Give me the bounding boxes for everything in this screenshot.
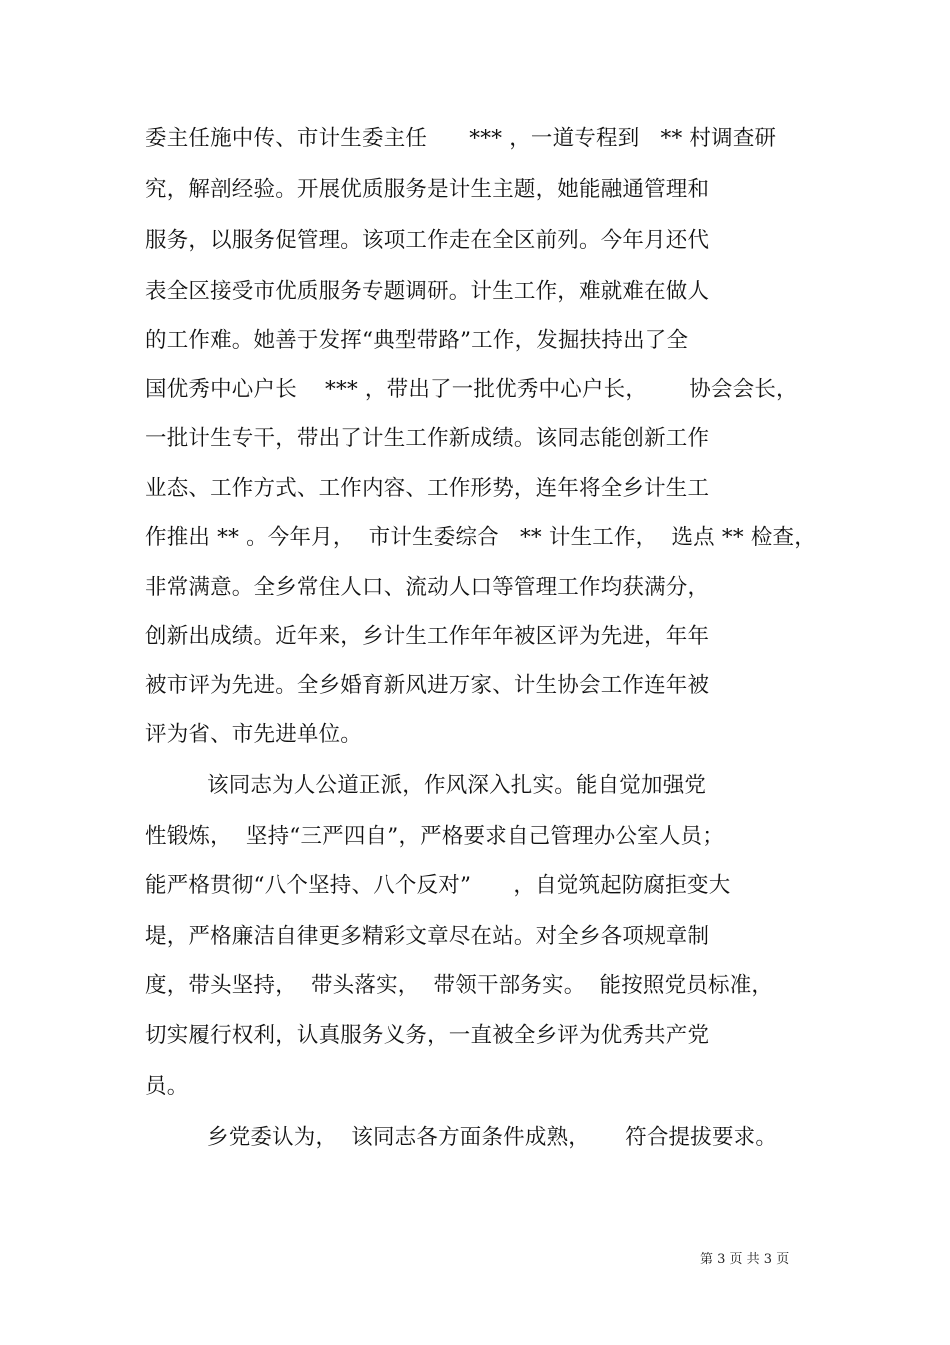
body-text-line: 切实履行权利，认真服务义务，一直被全乡评为优秀共产党 bbox=[145, 1023, 710, 1048]
body-text-line: 性锻炼， 坚持“三严四自”，严格要求自己管理办公室人员； bbox=[145, 824, 724, 849]
body-text-line: 堤，严格廉洁自律更多精彩文章尽在站。对全乡各项规章制 bbox=[145, 924, 710, 949]
body-text-line: 评为省、市先进单位。 bbox=[145, 722, 363, 747]
body-text-line: 委主任施中传、市计生委主任 *** ，一道专程到 ** 村调查研 bbox=[145, 126, 777, 151]
body-text-line: 一批计生专干，带出了计生工作新成绩。该同志能创新工作 bbox=[145, 426, 710, 451]
body-text-line: 表全区接受市优质服务专题调研。计生工作，难就难在做人 bbox=[145, 279, 710, 304]
body-text-line: 创新出成绩。近年来，乡计生工作年年被区评为先进，年年 bbox=[145, 624, 710, 649]
body-text-line: 业态、工作方式、工作内容、工作形势，连年将全乡计生工 bbox=[145, 476, 710, 501]
body-text-line: 国优秀中心户长 *** ，带出了一批优秀中心户长， 协会会长， bbox=[145, 377, 798, 402]
body-text-line: 服务，以服务促管理。该项工作走在全区前列。今年月还代 bbox=[145, 228, 710, 253]
page-number-footer: 第 3 页 共 3 页 bbox=[700, 1252, 790, 1267]
body-text-line: 度，带头坚持， 带头落实， 带领干部务实。 能按照党员标准， bbox=[145, 973, 774, 998]
body-text-line: 非常满意。全乡常住人口、流动人口等管理工作均获满分， bbox=[145, 575, 710, 600]
body-text-line: 乡党委认为， 该同志各方面条件成熟， 符合提拔要求。 bbox=[207, 1125, 778, 1150]
body-text-line: 作推出 ** 。今年月， 市计生委综合 ** 计生工作， 选点 ** 检查， bbox=[145, 525, 816, 550]
body-text-line: 被市评为先进。全乡婚育新风进万家、计生协会工作连年被 bbox=[145, 673, 710, 698]
body-text-line: 该同志为人公道正派，作风深入扎实。能自觉加强党 bbox=[207, 773, 707, 798]
body-text-line: 员。 bbox=[145, 1074, 189, 1099]
body-text-line: 究，解剖经验。开展优质服务是计生主题，她能融通管理和 bbox=[145, 177, 710, 202]
body-text-line: 的工作难。她善于发挥“典型带路”工作，发掘扶持出了全 bbox=[145, 328, 689, 353]
body-text-line: 能严格贯彻“八个坚持、八个反对” ，自觉筑起防腐拒变大 bbox=[145, 873, 731, 898]
